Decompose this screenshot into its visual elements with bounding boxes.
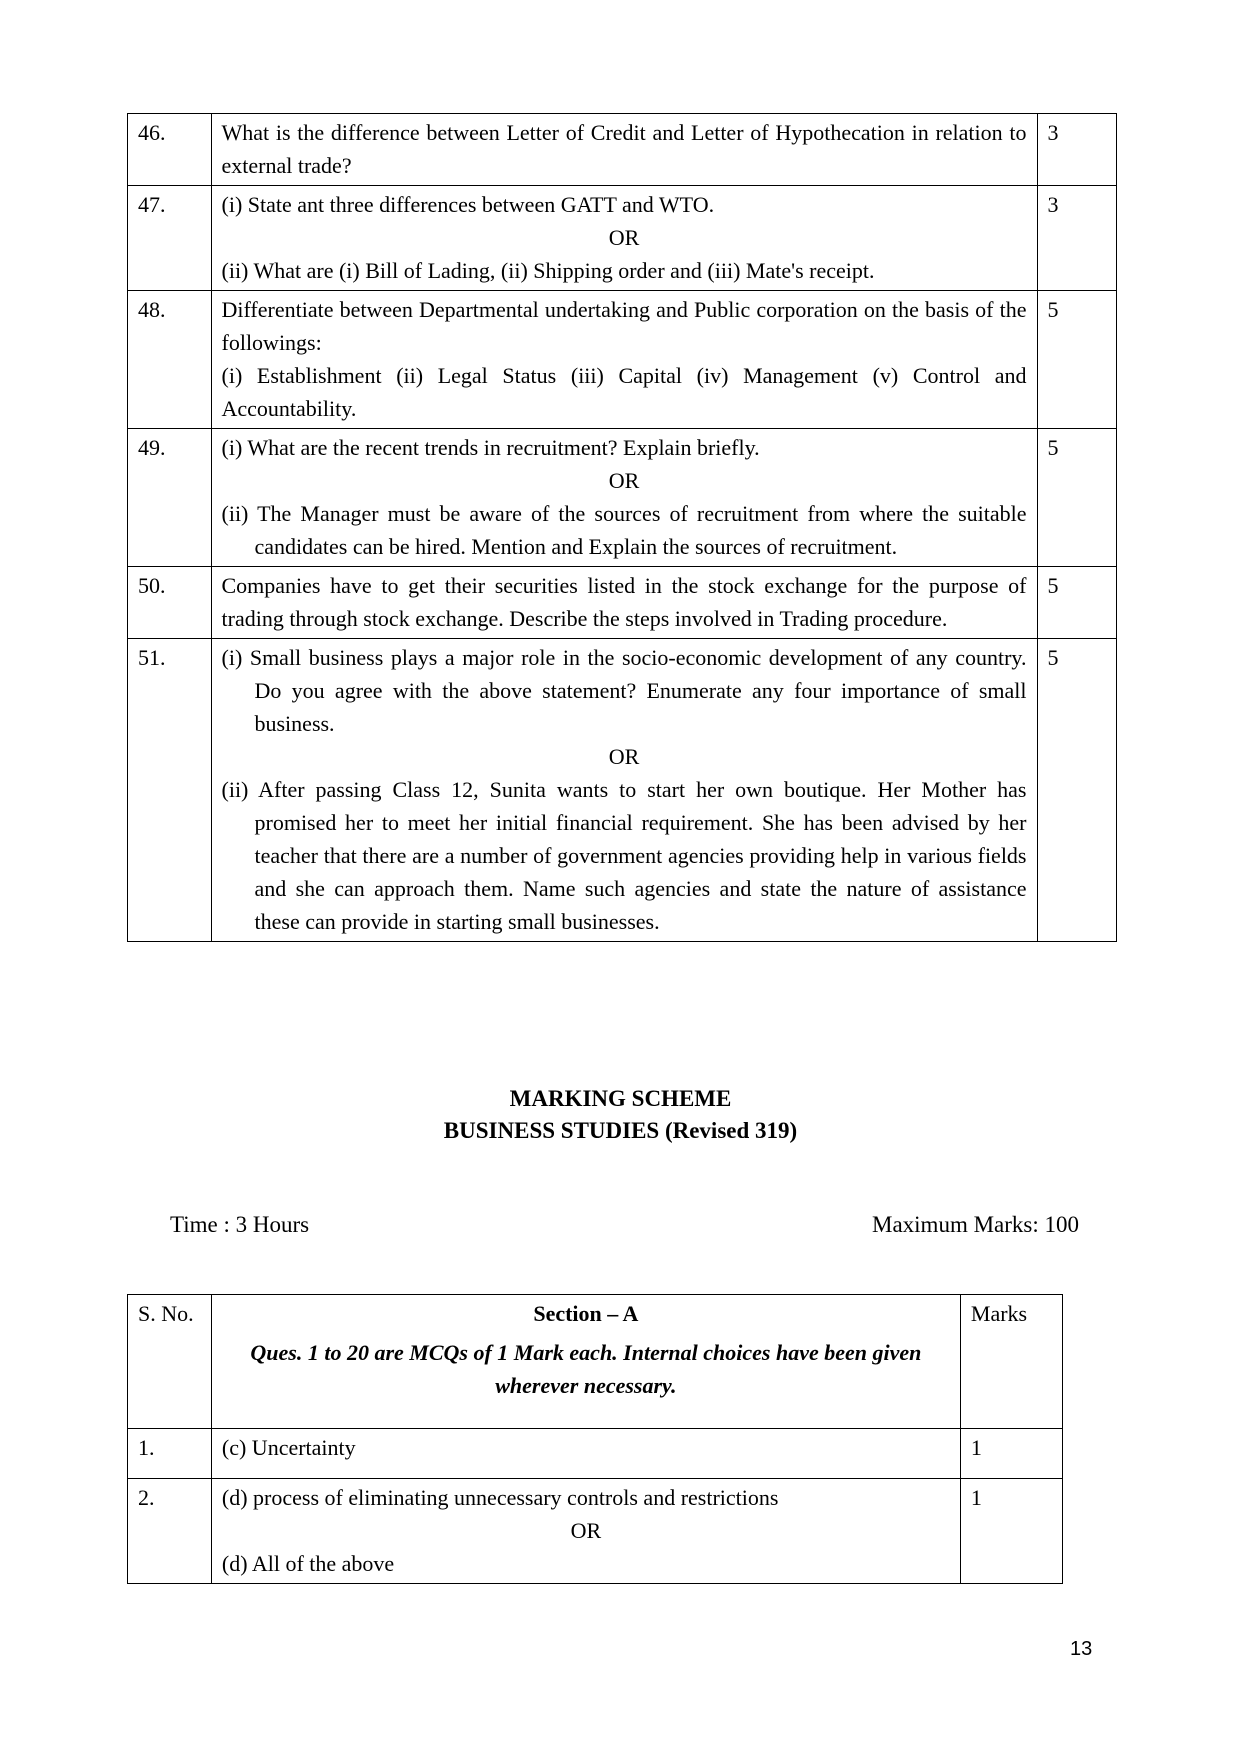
questions-table [127,113,1117,942]
question-part-b: (i) Establishment (ii) Legal Status (iii) Capital (iv) Management (v) Control and Accountability. [221,363,1027,421]
question-part-a: (i) Small business plays a major role in the socio-economic development of any country. Do you agree with the above statement? Enumerate any four importance of small business. [221,645,1027,736]
table-row [128,1479,1063,1584]
question-marks: 3 [1037,114,1117,186]
table-row [128,114,1117,186]
table-row [128,567,1117,639]
question-number: 50. [128,567,212,639]
question-number: 48. [128,291,212,429]
question-part-a: (i) What are the recent trends in recruitment? Explain briefly. [221,435,760,460]
table-row [128,639,1117,942]
page-number: 13 [1070,1638,1093,1660]
answer-number: 1. [128,1429,212,1479]
answer-text: (c) Uncertainty [211,1429,960,1479]
answer-marks: 1 [960,1479,1062,1584]
question-text: Companies have to get their securities listed in the stock exchange for the purpose of trading through stock exchange. Describe the steps involved in Trading procedure. [211,567,1037,639]
marking-scheme-title: MARKING SCHEME [509,1086,732,1111]
question-part-b: (ii) The Manager must be aware of the sources of recruitment from where the suitable candidates can be hired. Mention and Explain the sources of recruitment. [221,501,1027,559]
question-part-a: Differentiate between Departmental undertaking and Public corporation on the basis of the followings: [221,297,1027,355]
question-marks: 5 [1037,429,1117,567]
question-part-b: (ii) After passing Class 12, Sunita wants to start her own boutique. Her Mother has promised her to meet her initial financial requirement. She has been advised by her teacher that there are a number of government agencies providing help in various fields and she can approach them. Name such agencies and state the nature of assistance these can provide in starting small businesses. [221,777,1027,934]
question-part-b: (ii) What are (i) Bill of Lading, (ii) Shipping order and (iii) Mate's receipt. [221,258,875,283]
section-header [211,1295,960,1429]
answer-text [211,1479,960,1584]
question-marks: 3 [1037,186,1117,291]
or-separator: OR [570,1518,602,1543]
table-header-row [128,1295,1063,1429]
question-part-a: (i) State ant three differences between GATT and WTO. [221,192,715,217]
marks-header: Marks [960,1295,1062,1429]
section-title: Section – A [533,1301,639,1326]
or-separator: OR [608,225,640,250]
section-note: Ques. 1 to 20 are MCQs of 1 Mark each. Internal choices have been given wherever necessary. [250,1340,922,1398]
subject-title: BUSINESS STUDIES (Revised 319) [443,1118,798,1143]
question-text [211,639,1037,942]
sno-header: S. No. [128,1295,212,1429]
max-marks-label: Maximum Marks: 100 [872,1212,1079,1237]
question-text [211,291,1037,429]
question-marks: 5 [1037,291,1117,429]
question-number: 47. [128,186,212,291]
question-text [211,186,1037,291]
question-number: 49. [128,429,212,567]
table-row [128,429,1117,567]
answer-part-b: (d) All of the above [221,1551,395,1576]
answers-table [127,1294,1063,1584]
table-row [128,1429,1063,1479]
answer-number: 2. [128,1479,212,1584]
table-row [128,291,1117,429]
answer-part-a: (d) process of eliminating unnecessary controls and restrictions [221,1485,779,1510]
question-marks: 5 [1037,639,1117,942]
time-label: Time : 3 Hours [170,1212,310,1237]
or-separator: OR [608,744,640,769]
or-separator: OR [608,468,640,493]
question-text [211,429,1037,567]
answer-marks: 1 [960,1429,1062,1479]
question-number: 51. [128,639,212,942]
question-number: 46. [128,114,212,186]
question-text: What is the difference between Letter of Credit and Letter of Hypothecation in relation to external trade? [211,114,1037,186]
table-row [128,186,1117,291]
question-marks: 5 [1037,567,1117,639]
